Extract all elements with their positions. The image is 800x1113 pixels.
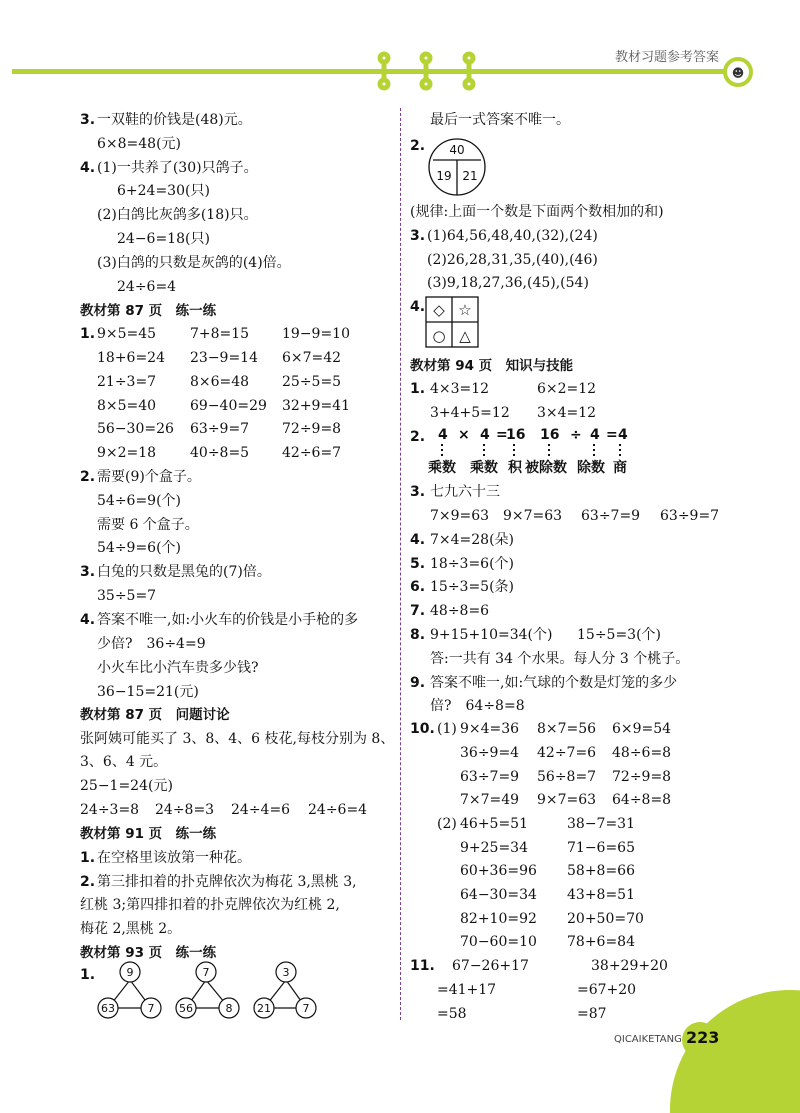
- answer-equation: 9+15+10=34(个): [430, 627, 553, 643]
- grid-cell: 20+50=70: [567, 911, 644, 927]
- grid-cell: 64−30=34: [460, 887, 537, 903]
- grid-cell: 72÷9=8: [282, 421, 342, 437]
- part-label: (2): [437, 816, 457, 832]
- triangle-top: 3: [282, 966, 290, 979]
- triangle-right: 7: [147, 1002, 155, 1015]
- answer-equation: 7×9=63: [430, 508, 490, 524]
- grid-cell: 82+10=92: [460, 911, 537, 927]
- circle-right-value: 21: [462, 169, 478, 183]
- grid-cell: 42÷6=7: [282, 445, 342, 461]
- equation-part: 4: [480, 427, 490, 443]
- answer-text: 倍? 64÷8=8: [430, 698, 525, 714]
- question-number: 4.: [410, 299, 426, 315]
- grid-cell: 7+8=15: [190, 326, 250, 342]
- discussion-equation: 25−1=24(元): [80, 778, 173, 794]
- question-number: 10.: [410, 721, 435, 737]
- answer-equation: 15÷3=5(条): [430, 579, 515, 595]
- equation-part: 4: [438, 427, 448, 443]
- answer-equation: 15÷5=3(个): [577, 627, 662, 643]
- circle-left-value: 19: [436, 169, 452, 183]
- answer-equation: 7×4=28(朵): [430, 532, 515, 548]
- header-title: 教材习题参考答案: [615, 50, 720, 65]
- answer-equation: 48÷8=6: [430, 603, 490, 619]
- dotted-connectors: [430, 444, 630, 460]
- grid-cell: 8×5=40: [97, 398, 157, 414]
- grid-cell: 9×2=18: [97, 445, 157, 461]
- grid-cell: 63÷9=7: [190, 421, 250, 437]
- answer-text: 七九六十三: [430, 484, 500, 500]
- sequence-line: (1)64,56,48,40,(32),(24): [427, 228, 598, 244]
- answer-text: (3)白鸽的只数是灰鸽的(4)倍。: [97, 255, 291, 271]
- discussion-text: 3、6、4 元。: [80, 754, 168, 770]
- term-label: 乘数: [428, 460, 456, 476]
- answer-text: 白兔的只数是黑兔的(7)倍。: [97, 564, 271, 580]
- sequence-line: (3)9,18,27,36,(45),(54): [427, 275, 589, 291]
- grid-cell: 21÷3=7: [97, 374, 157, 390]
- answer-equation: 54÷6=9(个): [97, 493, 182, 509]
- circle-icon: ○: [432, 327, 446, 345]
- discussion-equation: 24÷4=6: [231, 802, 291, 818]
- svg-text:☻: ☻: [731, 66, 745, 80]
- answer-text: 少倍? 36÷4=9: [97, 636, 206, 652]
- grid-cell: 23−9=14: [190, 350, 258, 366]
- grid-cell: 9×5=45: [97, 326, 157, 342]
- answer-equation: 38+29+20: [591, 958, 668, 974]
- grid-cell: 70−60=10: [460, 934, 537, 950]
- equation-part: =: [496, 427, 508, 443]
- grid-cell: 64÷8=8: [612, 792, 672, 808]
- question-number: 1.: [80, 967, 96, 983]
- answer-text: 需要(9)个盒子。: [97, 469, 201, 485]
- answer-text: 在空格里该放第一种花。: [97, 850, 251, 866]
- grid-cell: 58+8=66: [567, 863, 635, 879]
- answer-text: (1)一共养了(30)只鸽子。: [97, 160, 258, 176]
- equation-part: 16: [506, 427, 526, 443]
- grid-cell: 42÷7=6: [537, 745, 597, 761]
- section-heading: 教材第 91 页 练一练: [80, 826, 217, 842]
- equation-part: 4: [590, 427, 600, 443]
- section-heading: 教材第 87 页 练一练: [80, 303, 217, 319]
- answer-equation: 63÷7=9: [581, 508, 641, 524]
- star-icon: ☆: [458, 301, 472, 319]
- grid-cell: 56÷8=7: [537, 769, 597, 785]
- grid-cell: 6×9=54: [612, 721, 672, 737]
- question-number: 9.: [410, 675, 426, 691]
- answer-equation: =87: [577, 1006, 607, 1022]
- triangle-icon: △: [459, 327, 471, 345]
- grid-cell: 43+8=51: [567, 887, 635, 903]
- section-heading: 教材第 94 页 知识与技能: [410, 358, 574, 374]
- grid-cell: 63÷7=9: [460, 769, 520, 785]
- answer-equation: 36−15=21(元): [97, 684, 199, 700]
- answer-text: 答案不唯一,如:小火车的价钱是小手枪的多: [97, 612, 359, 628]
- grid-cell: 69−40=29: [190, 398, 267, 414]
- discussion-equation: 24÷6=4: [308, 802, 368, 818]
- question-number: 1.: [410, 381, 426, 397]
- triangle-top: 9: [126, 966, 134, 979]
- answer-equation: 6×8=48(元): [97, 136, 182, 152]
- question-number: 4.: [410, 532, 426, 548]
- question-number: 8.: [410, 627, 426, 643]
- answer-equation: 67−26+17: [452, 958, 529, 974]
- term-label: 被除数: [525, 460, 567, 476]
- answer-equation: =67+20: [577, 982, 637, 998]
- answer-equation: =58: [437, 1006, 467, 1022]
- triangle-right: 8: [225, 1002, 233, 1015]
- term-label: 乘数: [470, 460, 498, 476]
- question-number: 1.: [80, 850, 96, 866]
- answer-text: 梅花 2,黑桃 2。: [80, 921, 182, 937]
- discussion-text: 张阿姨可能买了 3、8、4、6 枝花,每枝分别为 8、: [80, 731, 395, 747]
- answer-equation: 9×7=63: [503, 508, 563, 524]
- question-number: 3.: [410, 228, 426, 244]
- grid-cell: 40÷8=5: [190, 445, 250, 461]
- grid-cell: 18+6=24: [97, 350, 165, 366]
- grid-cell: 46+5=51: [460, 816, 528, 832]
- question-number: 2.: [80, 874, 96, 890]
- triangle-diagrams: [90, 955, 330, 1025]
- question-number: 3.: [80, 564, 96, 580]
- shape-grid: [425, 296, 479, 348]
- answer-text: 答:一共有 34 个水果。每人分 3 个桃子。: [430, 651, 690, 667]
- grid-cell: 8×7=56: [537, 721, 597, 737]
- part-label: (1): [437, 721, 457, 737]
- circle-diagram: [425, 137, 489, 197]
- answer-text: 小火车比小汽车贵多少钱?: [97, 660, 259, 676]
- question-number: 5.: [410, 556, 426, 572]
- grid-cell: 9+25=34: [460, 840, 528, 856]
- equation-part: =: [606, 427, 618, 443]
- section-heading: 教材第 87 页 问题讨论: [80, 707, 230, 723]
- grid-cell: 3+4+5=12: [430, 405, 510, 421]
- discussion-equation: 24÷3=8: [80, 802, 140, 818]
- question-number: 3.: [80, 112, 96, 128]
- question-number: 6.: [410, 579, 426, 595]
- grid-cell: 25÷5=5: [282, 374, 342, 390]
- circle-top-value: 40: [449, 143, 465, 157]
- question-number: 2.: [410, 138, 426, 154]
- answer-text: 需要 6 个盒子。: [97, 517, 199, 533]
- grid-cell: 78+6=84: [567, 934, 635, 950]
- grid-cell: 36÷9=4: [460, 745, 520, 761]
- rule-text: (规律:上面一个数是下面两个数相加的和): [410, 204, 664, 220]
- grid-cell: 71−6=65: [567, 840, 635, 856]
- triangle-right: 7: [302, 1002, 310, 1015]
- grid-cell: 56−30=26: [97, 421, 174, 437]
- answer-equation: 35÷5=7: [97, 588, 157, 604]
- section-heading: 教材第 93 页 练一练: [80, 945, 217, 961]
- grid-cell: 4×3=12: [430, 381, 490, 397]
- grid-cell: 72÷9=8: [612, 769, 672, 785]
- answer-text: 最后一式答案不唯一。: [430, 112, 570, 128]
- answer-text: 第三排扣着的扑克牌依次为梅花 3,黑桃 3,: [97, 874, 357, 890]
- grid-cell: 6×2=12: [537, 381, 597, 397]
- term-label: 积: [508, 460, 522, 476]
- grid-cell: 7×7=49: [460, 792, 520, 808]
- triangle-left: 56: [179, 1002, 193, 1015]
- grid-cell: 60+36=96: [460, 863, 537, 879]
- sequence-line: (2)26,28,31,35,(40),(46): [427, 252, 598, 268]
- answer-equation: 54÷9=6(个): [97, 540, 182, 556]
- question-number: 4.: [80, 160, 96, 176]
- grid-cell: 6×7=42: [282, 350, 342, 366]
- equation-part: ×: [458, 427, 470, 443]
- answer-text: 答案不唯一,如:气球的个数是灯笼的多少: [430, 675, 678, 691]
- answer-text: 红桃 3;第四排扣着的扑克牌依次为红桃 2,: [80, 897, 340, 913]
- answer-equation: 18÷3=6(个): [430, 556, 515, 572]
- grid-cell: 32+9=41: [282, 398, 350, 414]
- grid-cell: 8×6=48: [190, 374, 250, 390]
- equation-part: 16: [540, 427, 560, 443]
- question-number: 2.: [80, 469, 96, 485]
- equation-part: 4: [618, 427, 628, 443]
- question-number: 2.: [410, 429, 426, 445]
- question-number: 7.: [410, 603, 426, 619]
- triangle-left: 21: [257, 1002, 271, 1015]
- equation-part: ÷: [570, 427, 582, 443]
- triangle-left: 63: [101, 1002, 115, 1015]
- grid-cell: 9×7=63: [537, 792, 597, 808]
- answer-equation: =41+17: [437, 982, 497, 998]
- grid-cell: 48÷6=8: [612, 745, 672, 761]
- discussion-equation: 24÷8=3: [155, 802, 215, 818]
- grid-cell: 38−7=31: [567, 816, 635, 832]
- answer-text: 一双鞋的价钱是(48)元。: [97, 112, 252, 128]
- answer-equation: 6+24=30(只): [117, 183, 210, 199]
- triangle-top: 7: [202, 966, 210, 979]
- term-label: 商: [613, 460, 627, 476]
- grid-cell: 3×4=12: [537, 405, 597, 421]
- answer-equation: 24÷6=4: [117, 279, 177, 295]
- question-number: 1.: [80, 326, 96, 342]
- grid-cell: 19−9=10: [282, 326, 350, 342]
- answer-text: (2)白鸽比灰鸽多(18)只。: [97, 207, 258, 223]
- diamond-icon: ◇: [433, 301, 445, 319]
- term-label: 除数: [577, 460, 605, 476]
- footer-brand: QICAIKETANG: [614, 1034, 682, 1045]
- answer-equation: 63÷9=7: [660, 508, 720, 524]
- answer-equation: 24−6=18(只): [117, 231, 210, 247]
- question-number: 3.: [410, 484, 426, 500]
- grid-cell: 9×4=36: [460, 721, 520, 737]
- question-number: 11.: [410, 958, 435, 974]
- question-number: 4.: [80, 612, 96, 628]
- page-number: 223: [686, 1028, 720, 1047]
